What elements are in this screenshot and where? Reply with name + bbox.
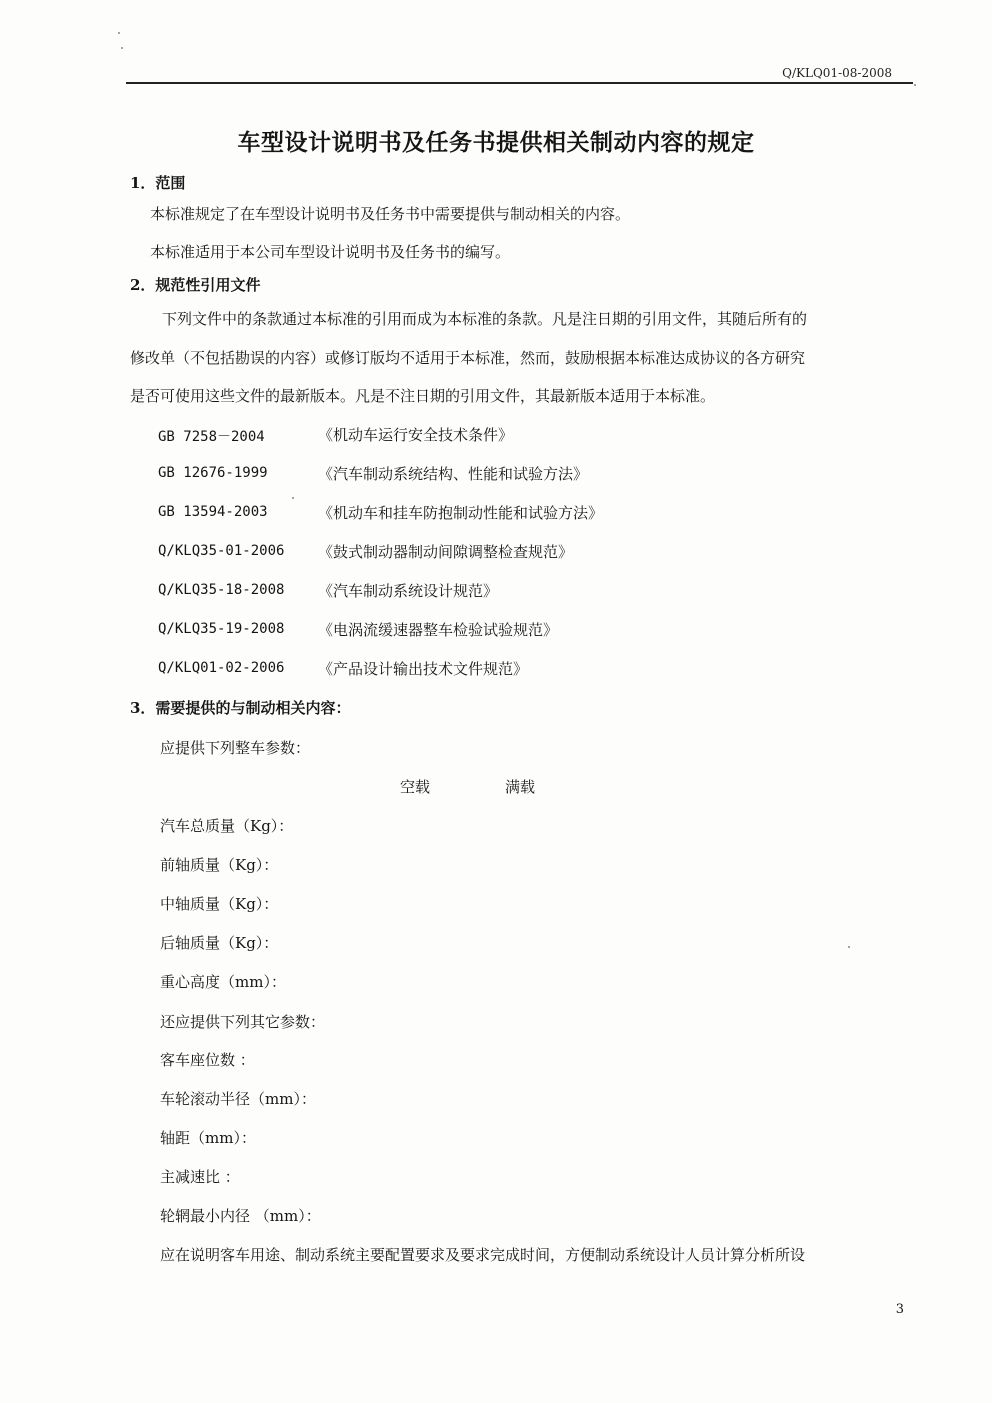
reference-title: 《电涡流缓速器整车检验试验规范》 bbox=[318, 621, 559, 639]
section-2-paragraph-line: 是否可使用这些文件的最新版本。凡是不注日期的引用文件，其最新版本适用于本标准。 bbox=[130, 387, 716, 405]
reference-title: 《鼓式制动器制动间隙调整检查规范》 bbox=[318, 543, 574, 561]
closing-paragraph-line: 应在说明客车用途、制动系统主要配置要求及要求完成时间，方便制动系统设计人员计算分析所设 bbox=[160, 1246, 806, 1264]
section-3-heading: 3．需要提供的与制动相关内容： bbox=[130, 699, 351, 717]
reference-title: 《汽车制动系统结构、性能和试验方法》 bbox=[318, 465, 589, 483]
param-label: 后轴质量（Kg）： bbox=[160, 934, 279, 952]
reference-code: Q/KLQ01-02-2006 bbox=[158, 660, 285, 676]
reference-code: Q/KLQ35-01-2006 bbox=[158, 543, 285, 559]
scan-speck bbox=[914, 84, 916, 86]
reference-code: Q/KLQ35-18-2008 bbox=[158, 582, 285, 598]
section-1-paragraph-2: 本标准适用于本公司车型设计说明书及任务书的编写。 bbox=[150, 243, 511, 261]
scan-speck bbox=[118, 32, 120, 34]
scan-speck bbox=[292, 497, 294, 499]
section-1-paragraph-1: 本标准规定了在车型设计说明书及任务书中需要提供与制动相关的内容。 bbox=[150, 205, 631, 223]
param-label: 轮辋最小内径 （mm）： bbox=[160, 1207, 321, 1225]
reference-code: GB 13594-2003 bbox=[158, 504, 268, 520]
reference-title: 《机动车运行安全技术条件》 bbox=[318, 426, 514, 444]
param-label: 客车座位数 ： bbox=[160, 1051, 255, 1069]
reference-code: GB 12676-1999 bbox=[158, 465, 268, 481]
header-rule bbox=[126, 82, 913, 84]
section-2-paragraph-line: 下列文件中的条款通过本标准的引用而成为本标准的条款。凡是注日期的引用文件，其随后所有的 bbox=[162, 310, 808, 328]
section-2-heading: 2．规范性引用文件 bbox=[130, 276, 261, 294]
reference-title: 《产品设计输出技术文件规范》 bbox=[318, 660, 529, 678]
param-label: 轴距（mm）： bbox=[160, 1129, 256, 1147]
document-code: Q/KLQ01-08-2008 bbox=[782, 66, 892, 80]
scan-speck bbox=[121, 47, 123, 49]
column-label-full-load: 满载 bbox=[505, 778, 536, 796]
param-label: 主减速比 ： bbox=[160, 1168, 240, 1186]
section-1-heading: 1．范围 bbox=[130, 174, 186, 192]
param-label: 前轴质量（Kg）： bbox=[160, 856, 279, 874]
reference-code: Q/KLQ35-19-2008 bbox=[158, 621, 285, 637]
scan-speck bbox=[848, 946, 850, 948]
column-label-empty-load: 空载 bbox=[400, 778, 431, 796]
other-params-intro: 还应提供下列其它参数： bbox=[160, 1013, 326, 1031]
param-label: 重心高度（mm）： bbox=[160, 973, 286, 991]
param-label: 汽车总质量（Kg）： bbox=[160, 817, 294, 835]
reference-title: 《机动车和挂车防抱制动性能和试验方法》 bbox=[318, 504, 604, 522]
reference-code: GB 7258－2004 bbox=[158, 429, 265, 445]
vehicle-params-intro: 应提供下列整车参数： bbox=[160, 739, 311, 757]
reference-title: 《汽车制动系统设计规范》 bbox=[318, 582, 499, 600]
param-label: 中轴质量（Kg）： bbox=[160, 895, 279, 913]
page-number: 3 bbox=[895, 1302, 904, 1317]
section-2-paragraph-line: 修改单（不包括勘误的内容）或修订版均不适用于本标准，然而，鼓励根据本标准达成协议的各方研究 bbox=[130, 349, 806, 367]
page-title: 车型设计说明书及任务书提供相关制动内容的规定 bbox=[237, 129, 755, 156]
param-label: 车轮滚动半径（mm）： bbox=[160, 1090, 316, 1108]
